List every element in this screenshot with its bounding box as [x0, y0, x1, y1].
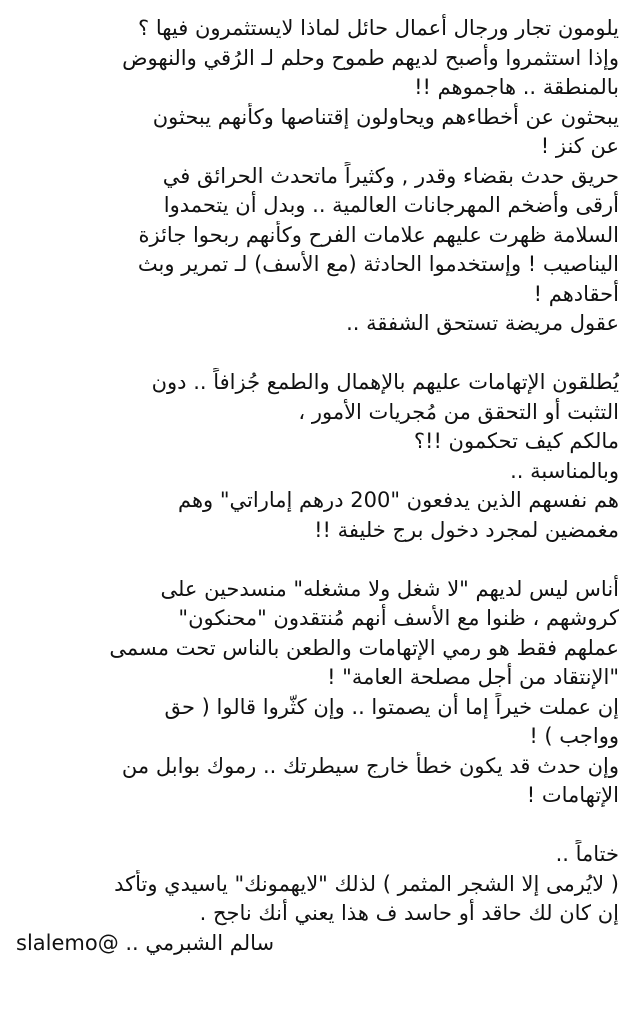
text-line: مالكم كيف تحكمون !!؟ — [413, 429, 619, 453]
text-line: مغمضين لمجرد دخول برج خليفة !! — [314, 517, 619, 542]
text-line: بالمنطقة .. هاجموهم !! — [414, 75, 619, 99]
text-line: عملهم فقط هو رمي الإتهامات والطعن بالناس تحت مسمى — [109, 635, 619, 660]
text-line: "الإنتقاد من أجل مصلحة العامة" ! — [327, 665, 619, 689]
text-line: وبالمناسبة .. — [510, 458, 619, 483]
text-line: اليناصيب ! وإستخدموا الحادثة (مع الأسف) لـ تمرير وبث — [137, 252, 619, 276]
text-line: وإن حدث قد يكون خطأ خارج سيطرتك .. رموك بوابل من — [121, 753, 619, 778]
text-line: عقول مريضة تستحق الشفقة .. — [346, 311, 619, 335]
author-signature-text: سالم الشبرمي .. @slalemo — [16, 930, 275, 955]
paragraph-2 — [16, 368, 619, 545]
text-line: يبحثون عن أخطاءهم ويحاولون إقتناصها وكأنهم يبحثون — [152, 104, 619, 129]
text-line: أناس ليس لديهم "لا شغل ولا مشغله" منسدحين على — [160, 576, 619, 601]
paragraph-spacer — [16, 339, 619, 369]
text-line: ختاماً .. — [555, 842, 619, 866]
text-line: يُطلقون الإتهامات عليهم بالإهمال والطمع جُزافاً .. دون — [151, 370, 619, 394]
paragraph-4 — [16, 840, 619, 929]
author-signature — [16, 929, 619, 959]
text-line: حريق حدث بقضاء وقدر , وكثيراً ماتحدث الحرائق في — [162, 163, 619, 188]
text-line: أرقى وأضخم المهرجانات العالمية .. وبدل أن يتحمدوا — [163, 193, 619, 217]
text-line: هم نفسهم الذين يدفعون "200 درهم إماراتي" وهم — [178, 488, 619, 512]
text-line: كروشهم ، ظنوا مع الأسف أنهم مُنتقدون "محنكون" — [178, 606, 619, 630]
paragraph-1 — [16, 14, 619, 339]
paragraph-3 — [16, 575, 619, 811]
text-line: السلامة ظهرت عليهم علامات الفرح وكأنهم ربحوا جائزة — [138, 222, 619, 247]
text-line: أحقادهم ! — [533, 281, 619, 306]
text-line: التثبت أو التحقق من مُجريات الأمور ، — [298, 399, 619, 424]
text-line: ( لايُرمى إلا الشجر المثمر ) لذلك "لايهمونك" ياسيدي وتأكد — [114, 871, 619, 896]
text-line: وإذا استثمروا وأصبح لديهم طموح وحلم لـ الرُقي والنهوض — [122, 45, 619, 70]
text-line: يلومون تجار ورجال أعمال حائل لماذا لايستثمرون فيها ؟ — [138, 16, 619, 40]
text-line: إن عملت خيراً إما أن يصمتوا .. وإن كثّروا قالوا ( حق — [164, 694, 619, 719]
paragraph-spacer — [16, 811, 619, 841]
paragraph-spacer — [16, 545, 619, 575]
text-line: الإتهامات ! — [526, 783, 619, 807]
text-line: عن كنز ! — [540, 134, 619, 158]
text-line: وواجب ) ! — [529, 724, 619, 748]
text-line: إن كان لك حاقد أو حاسد ف هذا يعني أنك ناجح . — [199, 901, 619, 925]
